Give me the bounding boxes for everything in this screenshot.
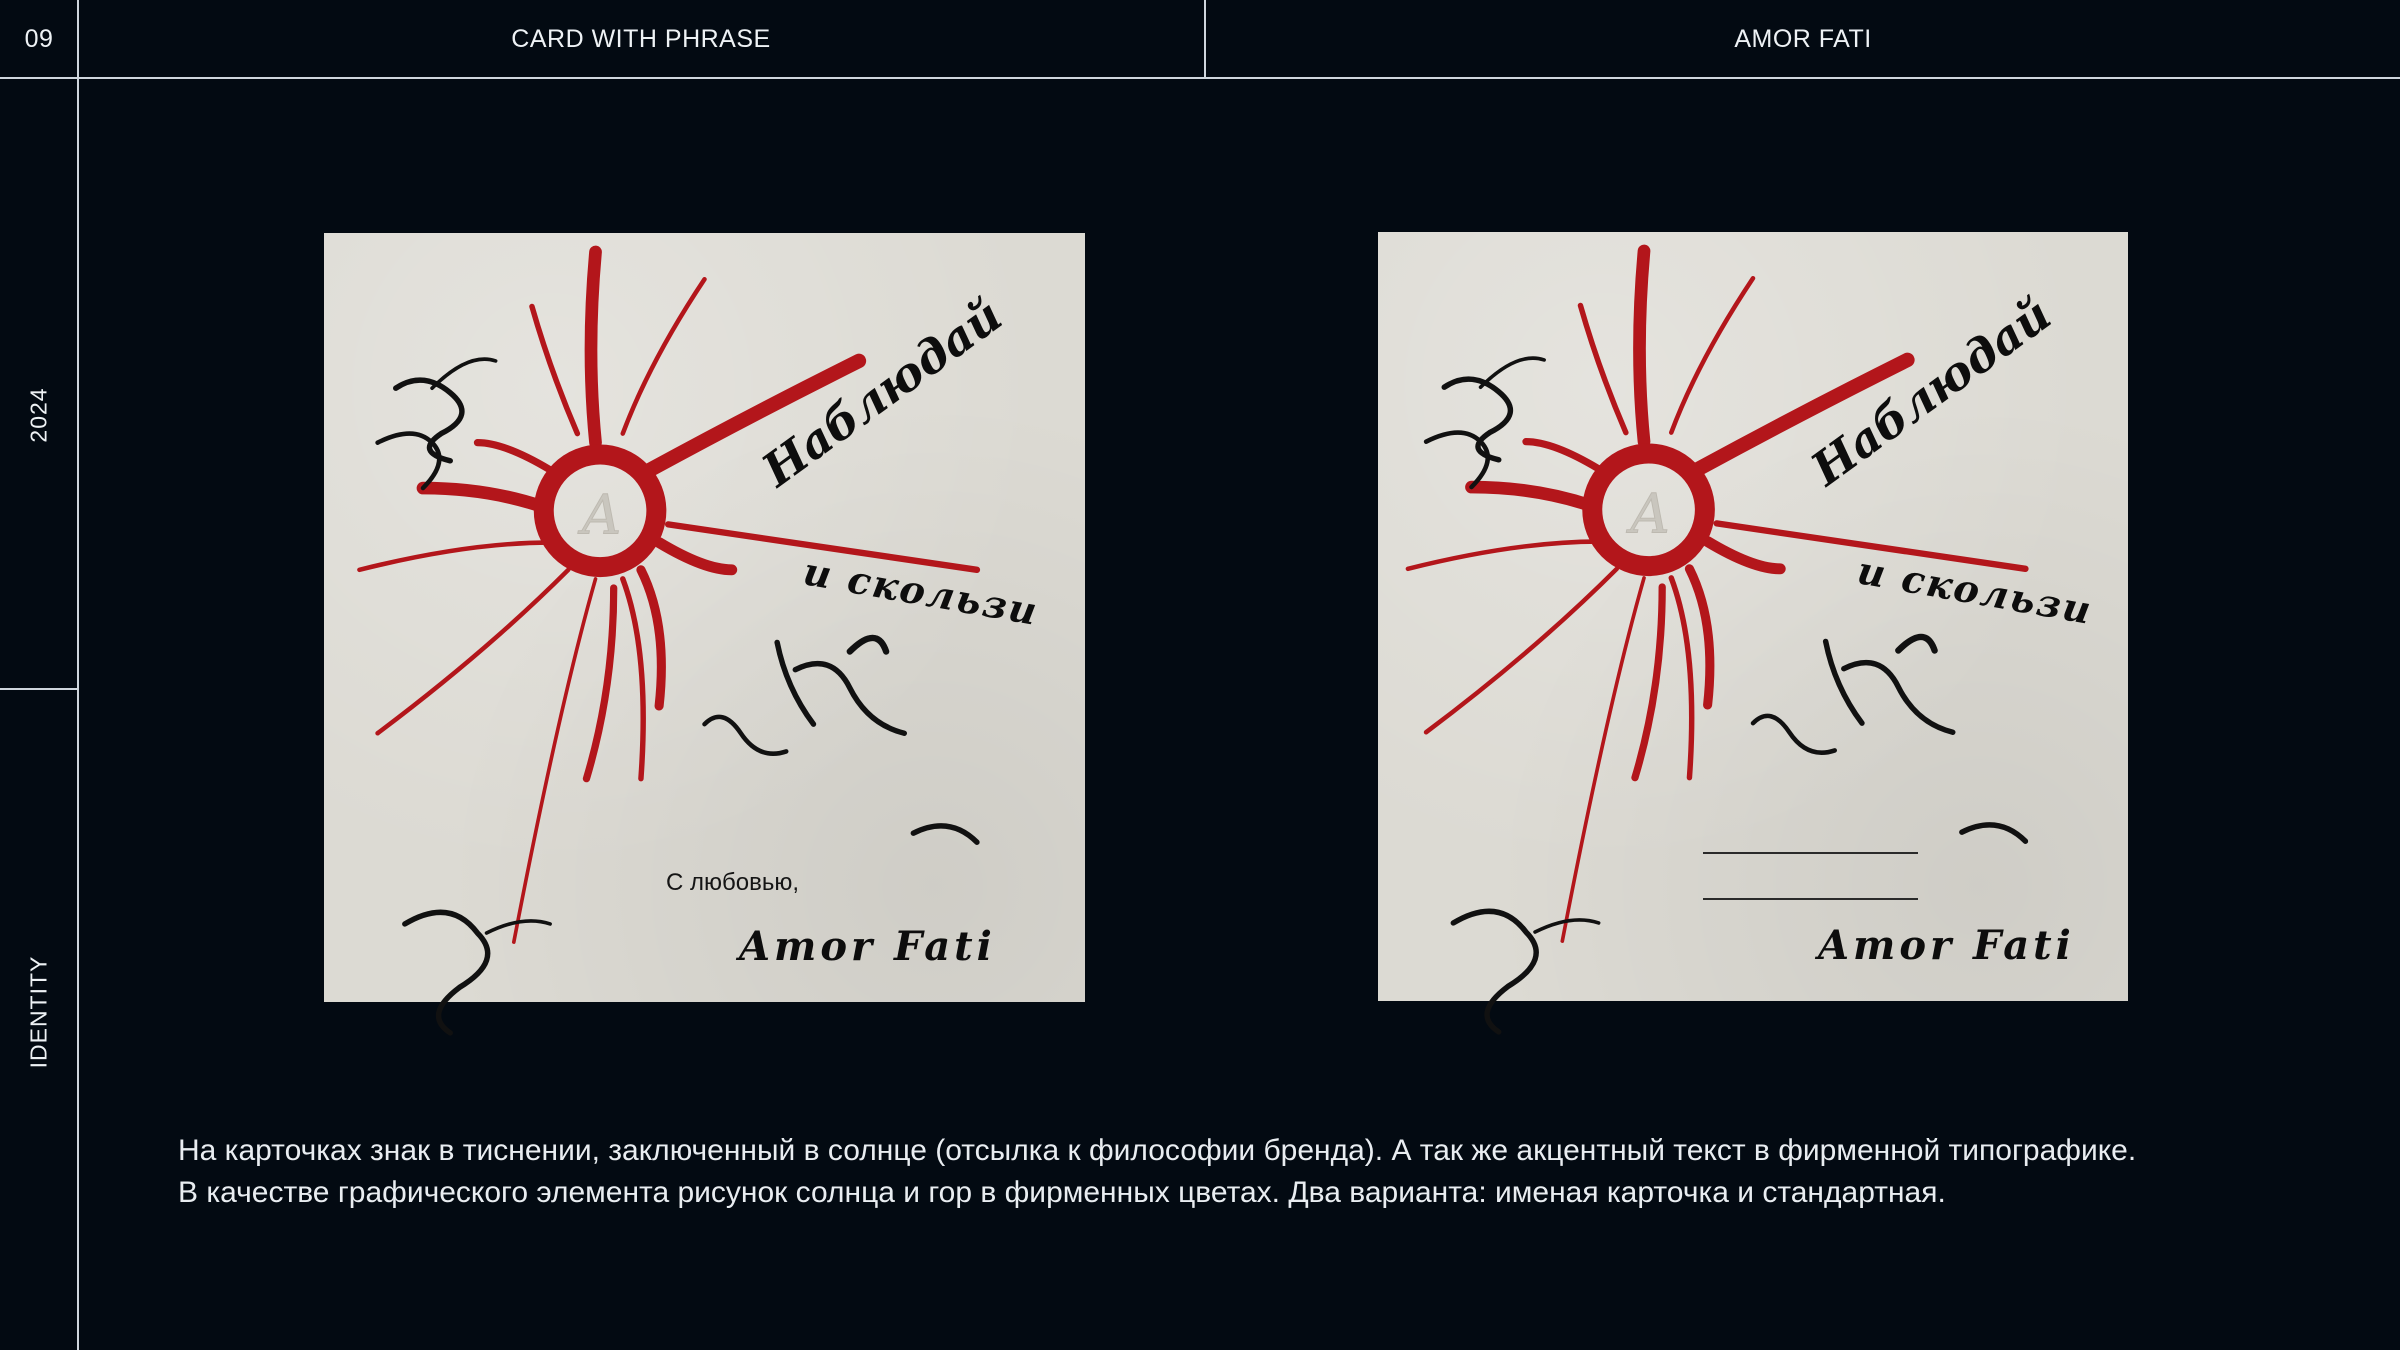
personalized-card-image — [324, 233, 1085, 1002]
sidebar-divider — [77, 0, 79, 1350]
card-brand-signature: Amor Fati — [739, 923, 996, 970]
card-greeting: С любовью, — [666, 869, 800, 896]
description-line-1: На карточках знак в тиснении, заключенный в солнце (отсылка к философии бренда). А так же акцентный текст в фирменной типографике. — [178, 1134, 2137, 1167]
sidebar-section-label: IDENTITY — [25, 955, 52, 1069]
description — [178, 1130, 2358, 1214]
sidebar-year: 2024 — [25, 387, 52, 443]
name-blank-line-2 — [1703, 898, 1918, 900]
description-line-2: В качестве графического элемента рисунок солнца и гор в фирменных цветах. Два варианта: именая карточка и стандартная. — [178, 1176, 1946, 1209]
embossed-logo: A — [581, 482, 622, 547]
header-left-title: CARD WITH PHRASE — [511, 24, 771, 53]
page-number: 09 — [24, 24, 54, 53]
embossed-logo: A — [1630, 481, 1670, 546]
card-phrase-line1: Наблюдай — [752, 287, 1012, 497]
sidebar-section-divider — [0, 688, 78, 690]
card-phrase-line1: Наблюдай — [1801, 286, 2061, 496]
header-right-title: AMOR FATI — [1734, 24, 1872, 53]
standard-card-image — [1378, 232, 2128, 1001]
name-blank-line-1 — [1703, 852, 1918, 854]
card-phrase-line2: и скользи — [1854, 547, 2097, 633]
card-brand-signature: Amor Fati — [1818, 922, 2075, 969]
card-phrase-line2: и скользи — [800, 548, 1043, 634]
